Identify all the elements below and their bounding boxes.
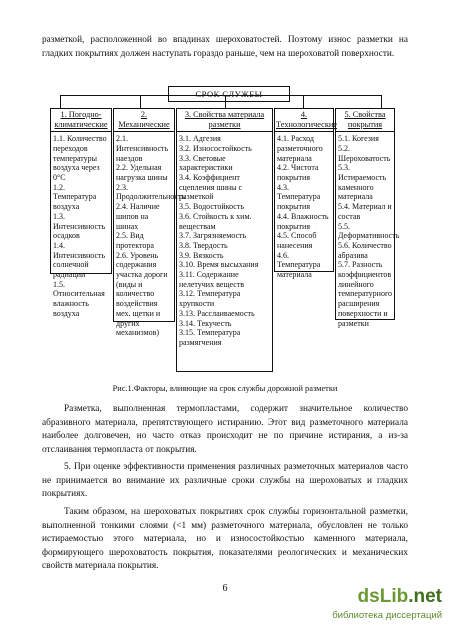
factor-column-pavement: [335, 108, 400, 328]
column-title: 4. Технологические: [275, 109, 333, 132]
column-items: 1.1. Количество переходов температуры воздуха через 0°С 1.2. Температура воздуха 1.3. Интенсивность осадков 1.4. Интенсивность солнечной радиации 1.5. Относительная влажность воздуха: [53, 134, 107, 318]
dslib-watermark: [320, 582, 446, 628]
factor-column-climate: [50, 108, 112, 318]
diagram-connector: [60, 95, 61, 109]
factor-column-technological: [274, 108, 337, 280]
service-life-box: СРОК СЛУЖБЫ: [168, 86, 290, 102]
column-title: 1. Погодно-климатические: [51, 109, 111, 132]
diagram-connector: [303, 95, 304, 109]
column-items: 4.1. Расход разметочного материала 4.2. Чистота покрытия 4.3. Температура покрытия 4.4. Влажность покрытия 4.5. Способ нанесения 4.6. Температура материала: [277, 134, 329, 280]
factors-diagram: [50, 84, 400, 374]
factor-column-material: [176, 108, 273, 372]
watermark-subtitle: библиотека диссертаций: [332, 610, 442, 621]
body-paragraph: 5. При оценке эффективности применения различных разметочных материалов часто не принимается во внимание их различные сроки службы на шероховатых и гладких покрытиях.: [42, 462, 408, 500]
column-title: 5. Свойства покрытия: [336, 109, 394, 132]
column-title: 2. Механические: [114, 109, 174, 132]
dslib-logo: dsLib.net: [357, 586, 442, 607]
page-number: 6: [222, 583, 228, 594]
body-paragraph: Таким образом, на шероховатых покрытиях срок службы горизонтальной разметки, выполненной тонкими слоями (<1 мм) разметочного материала, обусловлен не только истираемостью этого материала, но и износостойкостью каменного материала, формирующего шероховатость покрытия, показателями реологических и механических свойств материала покрытия.: [42, 507, 408, 572]
diagram-connector: [140, 95, 141, 109]
diagram-connector: [381, 95, 382, 109]
body-paragraph: Разметка, выполненная термопластами, содержит значительное количество абразивного материала, препятствующего истиранию. Этот вид разметочного материала наиболее долговечен, но часто отказ происходит не по причине истирания, а из-за отслаивания термопласта от покрытия.: [42, 404, 408, 455]
factor-column-mechanical: [113, 108, 186, 338]
column-items: 2.1. Интенсивность наездов 2.2. Удельная нагрузка шины 2.3. Продолжительность 2.4. Наличие шипов на шинах 2.5. Вид протектора 2.6. Уровень содержания участка дороги (виды и количество воздействия мех. щетки и других механизмов): [116, 134, 186, 338]
column-items: 3.1. Адгезия 3.2. Износостойкость 3.3. Световые характеристики 3.4. Коэффициент сцепления шины с разметкой 3.5. Водостойкость 3.6. Стойкость к хим. веществам 3.7. Загрязняемость 3.8. Твердость 3.9. Вязкость 3.10. Время высыхания 3.11. Содержание нелетучих веществ 3.12. Температура хрупкости 3.13. Расслаиваемость 3.14. Текучесть 3.15. Температура размягчения: [179, 134, 259, 347]
intro-paragraph: разметкой, расположенной во впадинах шероховатостей. Поэтому износ разметки на гладких покрытиях должен наступать гораздо раньше, чем на шероховатой поверхности.: [42, 35, 408, 59]
column-items: 5.1. Когезия 5.2. Шероховатость 5.3. Истираемость каменного материала 5.4. Материал и состав 5.5. Деформативность 5.6. Количество абразива 5.7. Разность коэффициентов линейного температурного расширения поверхности и разметки: [338, 134, 400, 328]
column-title: 3. Свойства материала разметки: [177, 109, 272, 132]
figure-caption: Рис.1.Факторы, влияющие на срок службы дорожной разметки: [112, 384, 338, 393]
